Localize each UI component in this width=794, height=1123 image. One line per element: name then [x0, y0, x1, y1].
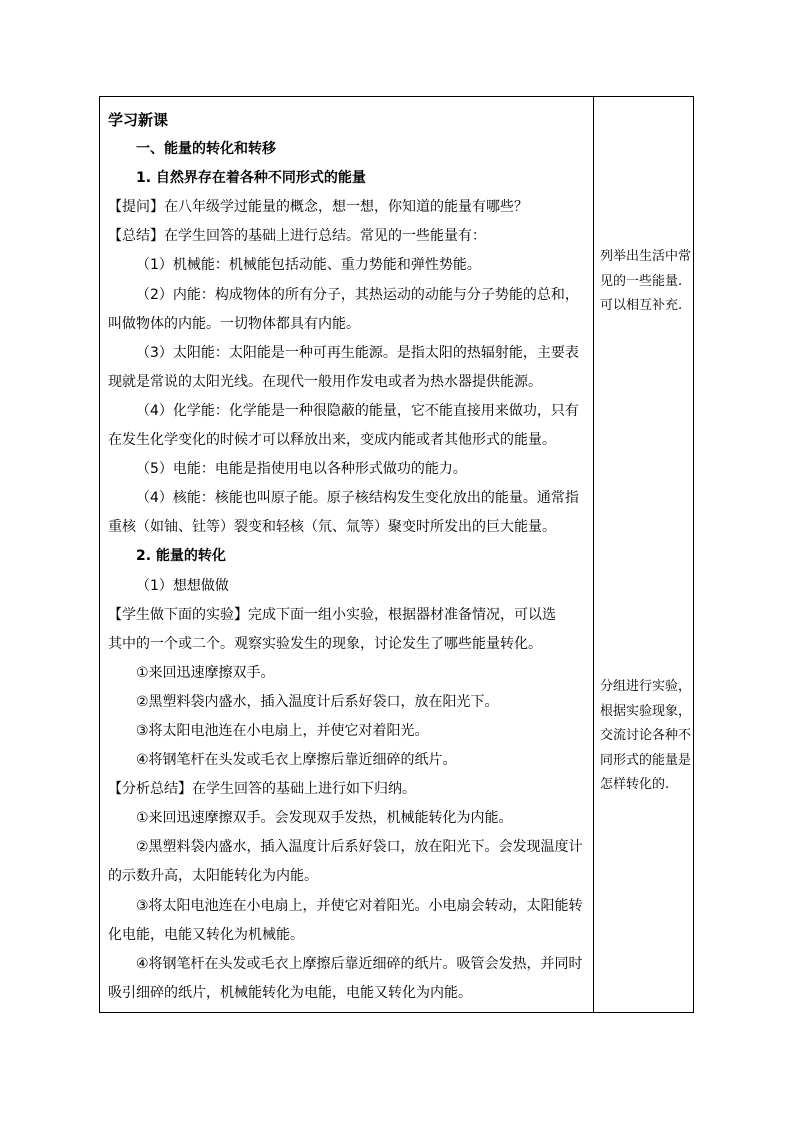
- content-line: ①来回迅速摩擦双手。会发现双手发热，机械能转化为内能。: [136, 810, 513, 827]
- content-line: ③将太阳电池连在小电扇上，并使它对着阳光。小电扇会转动，太阳能转: [136, 897, 583, 914]
- side-note-list-energy: 列举出生活中常见的一些能量.可以相互补充.: [600, 249, 692, 313]
- content-line: （1）机械能：机械能包括动能、重力势能和弹性势能。: [136, 257, 481, 274]
- content-line: 2. 能量的转化: [136, 548, 226, 565]
- content-line: 【总结】在学生回答的基础上进行总结。常见的一些能量有：: [108, 228, 486, 245]
- lesson-table: [99, 96, 694, 1013]
- content-line: （1）想想做做: [136, 577, 229, 594]
- content-line: ②黑塑料袋内盛水，插入温度计后系好袋口，放在阳光下。会发现温度计: [136, 839, 583, 856]
- content-line: （2）内能：构成物体的所有分子，其热运动的动能与分子势能的总和，: [136, 286, 579, 303]
- content-line: ④将钢笔杆在头发或毛衣上摩擦后靠近细碎的纸片。: [136, 752, 457, 769]
- content-line: （4）核能：核能也叫原子能。原子核结构发生变化放出的能量。通常指: [136, 490, 579, 507]
- content-line: 【提问】在八年级学过能量的概念，想一想，你知道的能量有哪些？: [108, 199, 528, 216]
- side-note-group-experiment: 分组进行实验，根据实验现象，交流讨论各种不同形式的能量是怎样转化的.: [600, 679, 692, 792]
- content-line: 现就是常说的太阳光线。在现代一般用作发电或者为热水器提供能源。: [108, 373, 542, 390]
- section-heading: 学习新课: [108, 111, 169, 129]
- content-line: （5）电能：电能是指使用电以各种形式做功的能力。: [136, 461, 467, 478]
- content-line: 的示数升高，太阳能转化为内能。: [108, 868, 318, 885]
- content-line: 一、能量的转化和转移: [136, 141, 276, 158]
- content-line: （4）化学能：化学能是一种很隐蔽的能量，它不能直接用来做功，只有: [136, 402, 579, 419]
- lesson-content-column: [100, 97, 594, 1012]
- content-line: ③将太阳电池连在小电扇上，并使它对着阳光。: [136, 722, 429, 739]
- content-line: 重核（如铀、钍等）裂变和轻核（氘、氚等）聚变时所发出的巨大能量。: [108, 519, 556, 536]
- content-line: ②黑塑料袋内盛水，插入温度计后系好袋口，放在阳光下。: [136, 693, 499, 710]
- content-line: 【学生做下面的实验】完成下面一组小实验，根据器材准备情况，可以选: [108, 606, 556, 623]
- content-line: 【分析总结】在学生回答的基础上进行如下归纳。: [108, 781, 416, 798]
- content-line: 吸引细碎的纸片，机械能转化为电能，电能又转化为内能。: [108, 984, 472, 1001]
- content-line: ④将钢笔杆在头发或毛衣上摩擦后靠近细碎的纸片。吸管会发热，并同时: [136, 955, 583, 972]
- content-line: ①来回迅速摩擦双手。: [136, 664, 275, 681]
- content-line: 1. 自然界存在着各种不同形式的能量: [136, 170, 366, 187]
- content-line: 在发生化学变化的时候才可以释放出来，变成内能或者其他形式的能量。: [108, 432, 556, 449]
- content-line: 其中的一个或二个。观察实验发生的现象，讨论发生了哪些能量转化。: [108, 635, 542, 652]
- content-line: （3）太阳能：太阳能是一种可再生能源。是指太阳的热辐射能，主要表: [136, 344, 579, 361]
- teaching-notes-column: [594, 97, 693, 1012]
- content-line: 叫做物体的内能。一切物体都具有内能。: [108, 315, 360, 332]
- content-line: 化电能，电能又转化为机械能。: [108, 926, 304, 943]
